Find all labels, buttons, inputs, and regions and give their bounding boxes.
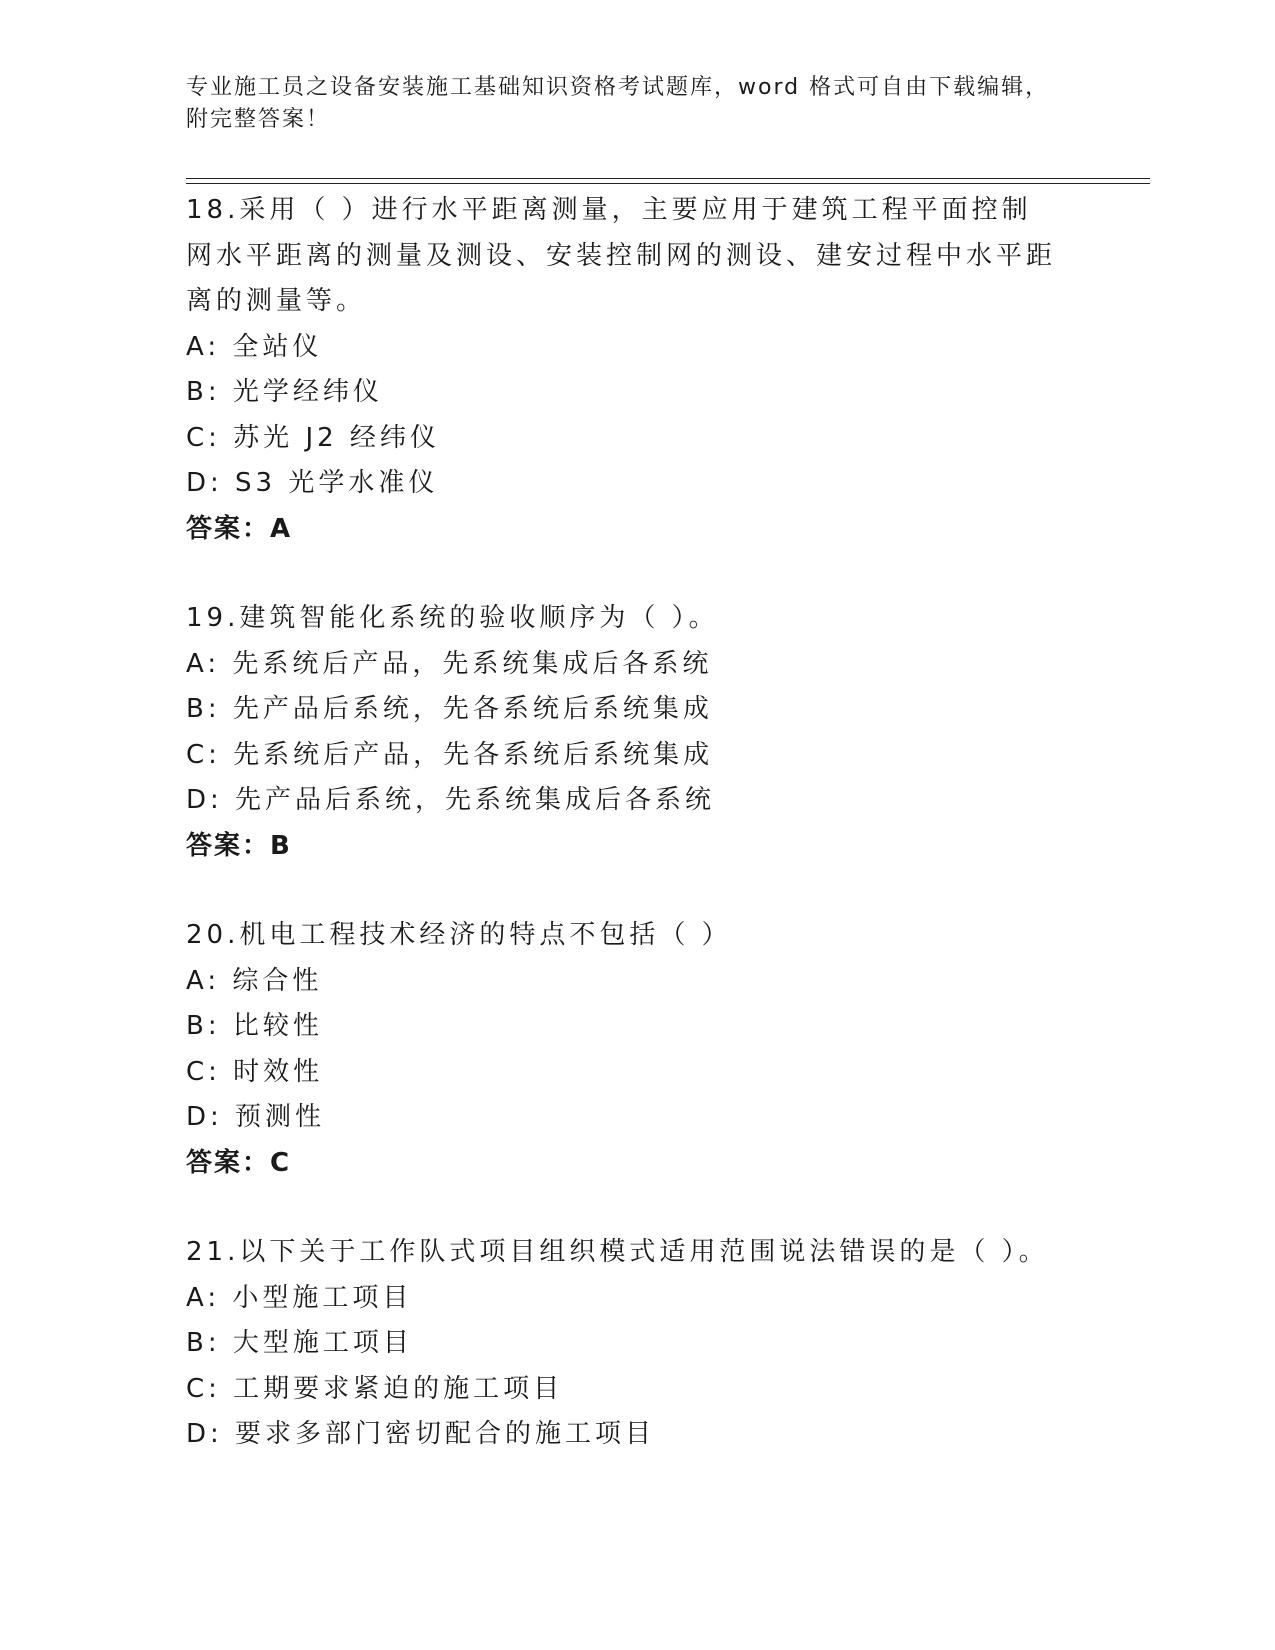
answer-line: 答案：C (186, 1147, 292, 1178)
option-d: D: S3 光学水准仪 (186, 468, 439, 498)
option-d: D: 要求多部门密切配合的施工项目 (186, 1419, 656, 1449)
question-20 (186, 913, 1086, 1186)
option-c: C: 时效性 (186, 1056, 324, 1087)
question-19 (186, 596, 1086, 869)
option-a: A: 全站仪 (186, 331, 323, 362)
option-b: B: 光学经纬仪 (186, 377, 383, 407)
question-21 (186, 1230, 1086, 1458)
answer-line: 答案：A (186, 513, 293, 544)
header-line-2: 附完整答案！ (186, 107, 331, 132)
option-c: C: 先系统后产品，先各系统后系统集成 (186, 739, 714, 770)
question-stem: 18.采用（ ）进行水平距离测量，主要应用于建筑工程平面控制网水平距离的测量及测设、安装控制网的测设、建安过程中水平距离的测量等。 (186, 195, 1057, 316)
option-d: D: 预测性 (186, 1102, 326, 1132)
header-divider-bottom (186, 183, 1150, 184)
option-a: A: 综合性 (186, 965, 323, 996)
option-d: D: 先产品后系统，先系统集成后各系统 (186, 785, 716, 815)
option-a: A: 小型施工项目 (186, 1282, 413, 1313)
header-line-1: 专业施工员之设备安装施工基础知识资格考试题库，word 格式可自由下载编辑， (186, 75, 1050, 100)
answer-line: 答案：B (186, 830, 292, 861)
option-b: B: 先产品后系统，先各系统后系统集成 (186, 694, 713, 724)
document-header (186, 72, 1066, 136)
question-list (186, 188, 1086, 1502)
header-divider-top (186, 178, 1150, 179)
question-18 (186, 188, 1086, 552)
option-c: C: 苏光 J2 经纬仪 (186, 422, 440, 453)
option-b: B: 大型施工项目 (186, 1328, 413, 1358)
question-stem: 19.建筑智能化系统的验收顺序为（ ）。 (186, 603, 719, 633)
question-stem: 21.以下关于工作队式项目组织模式适用范围说法错误的是（ ）。 (186, 1237, 1049, 1267)
option-c: C: 工期要求紧迫的施工项目 (186, 1373, 564, 1404)
option-b: B: 比较性 (186, 1011, 323, 1041)
option-a: A: 先系统后产品，先系统集成后各系统 (186, 648, 713, 679)
question-stem: 20.机电工程技术经济的特点不包括（ ） (186, 920, 732, 950)
